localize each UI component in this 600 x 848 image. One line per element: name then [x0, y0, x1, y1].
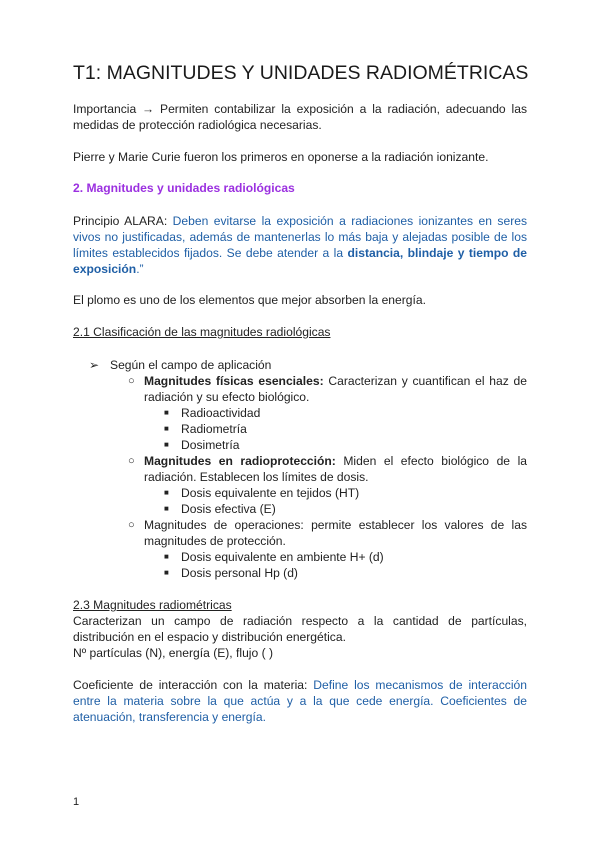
- square-bullet-icon: ■: [164, 488, 169, 497]
- section-23-title: 2.3 Magnitudes radiométricas: [73, 598, 232, 612]
- caracterizan-text: Caracterizan un campo de radiación respecto a la cantidad de partículas, distribución en el espacio y distribución energética.: [73, 614, 527, 644]
- section-21-heading: [73, 324, 527, 340]
- list-item-label: Radioactividad: [181, 406, 261, 420]
- list-item-label: Dosis equivalente en tejidos (HT): [181, 486, 360, 500]
- classification-list: [73, 357, 527, 581]
- list-item: [73, 373, 527, 405]
- alara-prefix: Principio ALARA:: [73, 214, 173, 228]
- fisicas-text: Caracterizan y cuantifican el haz de radiación y su efecto biológico.: [144, 374, 527, 404]
- list-item: [73, 405, 527, 421]
- circle-bullet-icon: ○: [128, 375, 135, 387]
- list-item-label: Radiometría: [181, 422, 247, 436]
- list-item: [73, 453, 527, 485]
- radio-bold-label: Magnitudes en radioprotección:: [144, 454, 336, 468]
- list-item: [73, 501, 527, 517]
- plomo-paragraph: [73, 292, 527, 308]
- list-item: [73, 421, 527, 437]
- curie-paragraph: [73, 149, 527, 165]
- section-2-title: 2. Magnitudes y unidades radiológicas: [73, 181, 295, 195]
- fisicas-bold-label: Magnitudes físicas esenciales:: [144, 374, 324, 388]
- particulas-text: Nº partículas (N), energía (E), flujo ( ): [73, 646, 273, 660]
- circle-bullet-icon: ○: [128, 519, 135, 531]
- list-item: [73, 485, 527, 501]
- section-21-title: 2.1 Clasificación de las magnitudes radiológicas: [73, 325, 331, 339]
- section-23-block: [73, 597, 527, 661]
- list-item-label: Dosimetría: [181, 438, 240, 452]
- list-item: [73, 565, 527, 581]
- circle-bullet-icon: ○: [128, 455, 135, 467]
- radio-text: Miden el efecto biológico de la radiación. Establecen los límites de dosis.: [144, 454, 527, 484]
- list-item-label: Dosis efectiva (E): [181, 502, 276, 516]
- oper-text: Magnitudes de operaciones: permite establecer los valores de las magnitudes de protección.: [144, 518, 527, 548]
- square-bullet-icon: ■: [164, 504, 169, 513]
- importancia-text: Importancia → Permiten contabilizar la exposición a la radiación, adecuando las medidas de protección radiológica necesarias.: [73, 102, 527, 132]
- page-title: T1: MAGNITUDES Y UNIDADES RADIOMÉTRICAS: [73, 62, 529, 84]
- page-number: 1: [73, 796, 80, 808]
- list-item-label: Dosis personal Hp (d): [181, 566, 298, 580]
- plomo-text: El plomo es uno de los elementos que mejor absorben la energía.: [73, 293, 426, 307]
- alara-suffix: .”: [136, 262, 144, 276]
- list-item: [73, 437, 527, 453]
- list-item-label: Según el campo de aplicación: [110, 358, 272, 372]
- curie-text: Pierre y Marie Curie fueron los primeros en oponerse a la radiación ionizante.: [73, 150, 489, 164]
- list-item: [73, 517, 527, 549]
- alara-paragraph: [73, 213, 527, 277]
- alara-bold-text: distancia, blindaje y tiempo de exposición: [73, 246, 527, 276]
- square-bullet-icon: ■: [164, 568, 169, 577]
- list-item: [73, 549, 527, 565]
- coeficiente-paragraph: [73, 677, 527, 725]
- square-bullet-icon: ■: [164, 408, 169, 417]
- section-2-heading: [73, 180, 527, 196]
- square-bullet-icon: ■: [164, 440, 169, 449]
- coef-blue-text: Define los mecanismos de interacción entre la materia sobre la que actúa y a la que cede energía. Coeficientes de atenuación, transferencia y energía.: [73, 678, 527, 724]
- square-bullet-icon: ■: [164, 552, 169, 561]
- list-item: [73, 357, 527, 373]
- alara-blue-text: Deben evitarse la exposición a radiaciones ionizantes en seres vivos no justificadas, además de mantenerlas lo más baja y alejadas posible de los límites establecidos fijados. Se debe atender a la: [73, 214, 528, 260]
- square-bullet-icon: ■: [164, 424, 169, 433]
- arrow-bullet-icon: ➢: [89, 358, 100, 372]
- list-item-label: Dosis equivalente en ambiente H+ (d): [181, 550, 384, 564]
- coef-prefix: Coeficiente de interacción con la materia:: [73, 678, 314, 692]
- importancia-paragraph: [73, 101, 527, 133]
